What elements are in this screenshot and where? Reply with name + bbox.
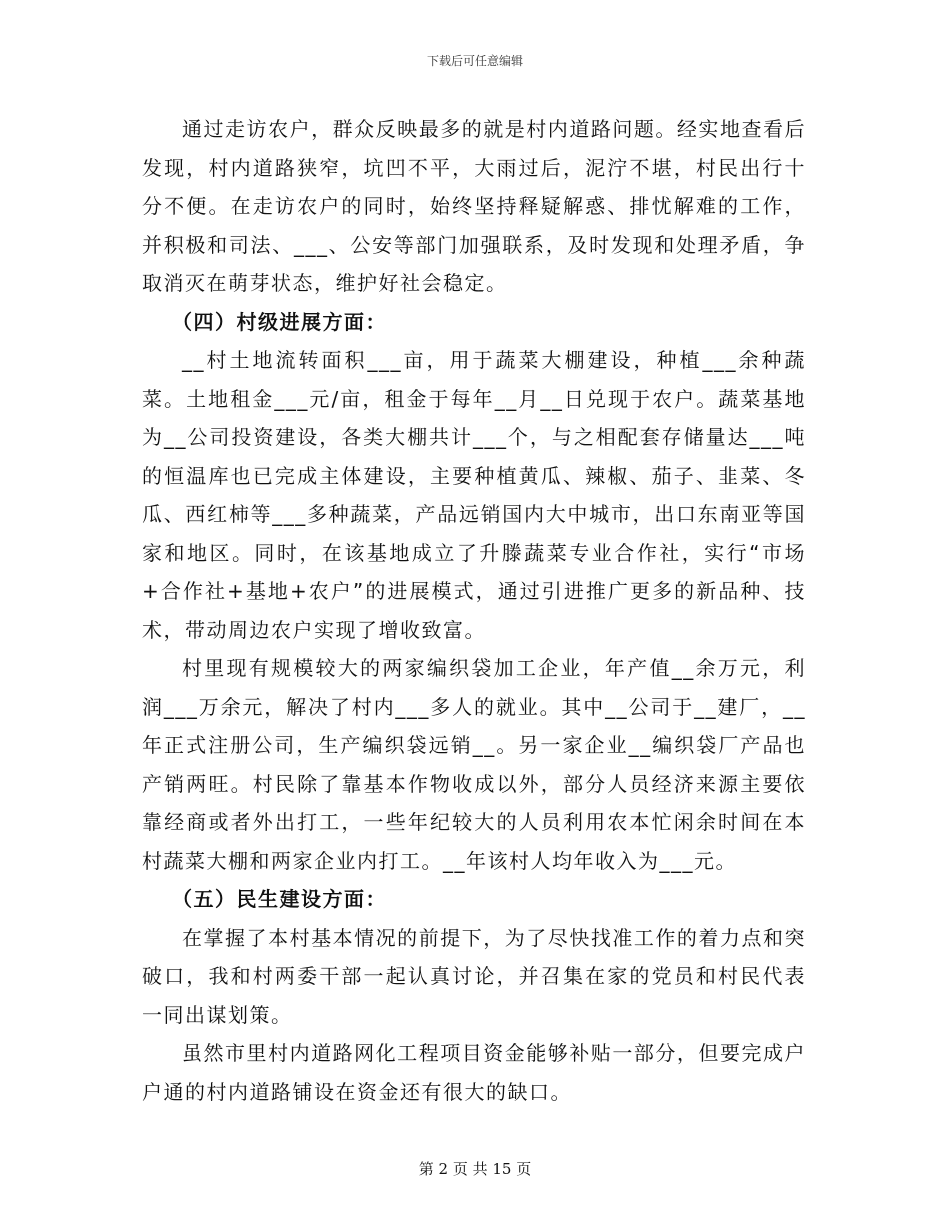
paragraph-land-transfer: __村土地流转面积___亩，用于蔬菜大棚建设，种植___余种蔬菜。土地租金___元/亩，租金于每年__月__日兑现于农户。蔬菜基地为__公司投资建设，各类大棚共计___个，与之相配套存储量达___吨的恒温库也已完成主体建设，主要种植黄瓜、辣椒、茄子、韭菜、冬瓜、西红柿等___多种蔬菜，产品远销国内大中城市，出口东南亚等国家和地区。同时，在该基地成立了升滕蔬菜专业合作社，实行“市场+合作社+基地+农户”的进展模式，通过引进推广更多的新品种、技术，带动周边农户实现了增收致富。 [142, 348, 806, 642]
section-heading-livelihood: （五）民生建设方面： [172, 887, 387, 911]
document-body [142, 110, 806, 1111]
paragraph-planning: 在掌握了本村基本情况的前提下，为了尽快找准工作的着力点和突破口，我和村两委干部一起认真讨论，并召集在家的党员和村民代表一同出谋划策。 [142, 925, 806, 1027]
paragraph-enterprises: 村里现有规模较大的两家编织袋加工企业，年产值__余万元，利润___万余元，解决了村内___多人的就业。其中__公司于__建厂，__年正式注册公司，生产编织袋远销__。另一家企业__编织袋厂产品也产销两旺。村民除了靠基本作物收成以外，部分人员经济来源主要依靠经商或者外出打工，一些年纪较大的人员利用农本忙闲余时间在本村蔬菜大棚和两家企业内打工。__年该村人均年收入为___元。 [142, 656, 806, 873]
page-number: 第 2 页 共 15 页 [418, 1160, 532, 1178]
page-header-note: 下载后可任意编辑 [426, 54, 523, 68]
paragraph-road-visit: 通过走访农户，群众反映最多的就是村内道路问题。经实地查看后发现，村内道路狭窄，坑凹不平，大雨过后，泥泞不堪，村民出行十分不便。在走访农户的同时，始终坚持释疑解惑、排忧解难的工作，并积极和司法、___、公安等部门加强联系，及时发现和处理矛盾，争取消灭在萌芽状态，维护好社会稳定。 [142, 117, 806, 295]
section-heading-village-development: （四）村级进展方面： [172, 309, 387, 334]
paragraph-funding: 虽然市里村内道路网化工程项目资金能够补贴一部分，但要完成户户通的村内道路铺设在资金还有很大的缺口。 [142, 1041, 806, 1104]
